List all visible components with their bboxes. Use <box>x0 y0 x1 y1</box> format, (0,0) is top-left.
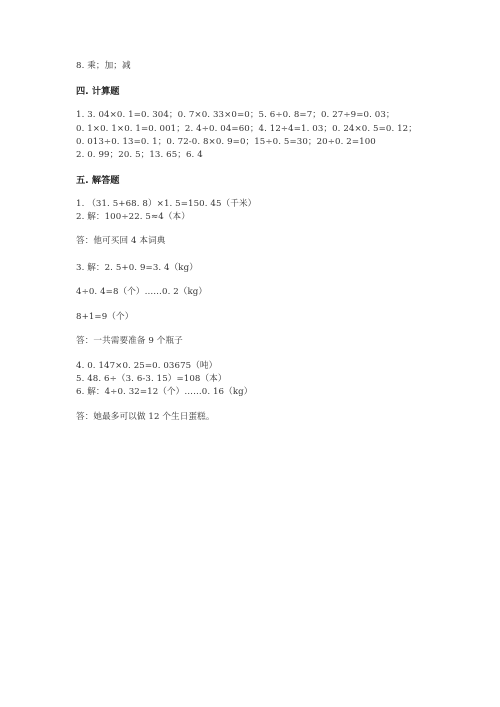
problem-2-line: 2. 解：100÷22. 5≈4（本） <box>76 212 190 222</box>
problem-5-line: 5. 48. 6÷（3. 6-3. 15）=108（本） <box>76 374 227 384</box>
problem-6-answer: 答：她最多可以做 12 个生日蛋糕。 <box>76 412 215 422</box>
calc-line-1: 1. 3. 04×0. 1=0. 304；0. 7×0. 33×0=0；5. 6÷0. 8=7；0. 27÷9=0. 03； <box>76 110 395 120</box>
calc-line-2: 0. 1×0. 1×0. 1=0. 001；2. 4÷0. 04=60；4. 12÷4=1. 03；0. 24×0. 5=0. 12； <box>76 124 417 134</box>
problem-6-line: 6. 解：4÷0. 32=12（个）……0. 16（kg） <box>76 387 253 397</box>
problem-3-answer: 答：一共需要准备 9 个瓶子 <box>76 336 183 346</box>
section-heading-word-problems: 五. 解答题 <box>76 175 120 186</box>
section-heading-calculation: 四. 计算题 <box>76 86 120 97</box>
calc-line-4: 2. 0. 99；20. 5；13. 65；6. 4 <box>76 150 203 160</box>
problem-3-line-1: 3. 解：2. 5+0. 9=3. 4（kg） <box>76 263 198 273</box>
problem-3-line-3: 8+1=9（个） <box>76 312 134 322</box>
problem-3-line-2: 4÷0. 4=8（个）……0. 2（kg） <box>76 287 208 297</box>
problem-1-line: 1. （31. 5+68. 8）×1. 5=150. 45（千米） <box>76 199 257 209</box>
problem-4-line: 4. 0. 147×0. 25=0. 03675（吨） <box>76 361 218 371</box>
answer-line-8: 8. 乘；加；减 <box>76 61 131 71</box>
problem-2-answer: 答：他可买回 4 本词典 <box>76 236 166 246</box>
calc-line-3: 0. 013÷0. 13=0. 1；0. 72-0. 8×0. 9=0；15÷0. 5=30；20÷0. 2=100 <box>76 137 376 147</box>
